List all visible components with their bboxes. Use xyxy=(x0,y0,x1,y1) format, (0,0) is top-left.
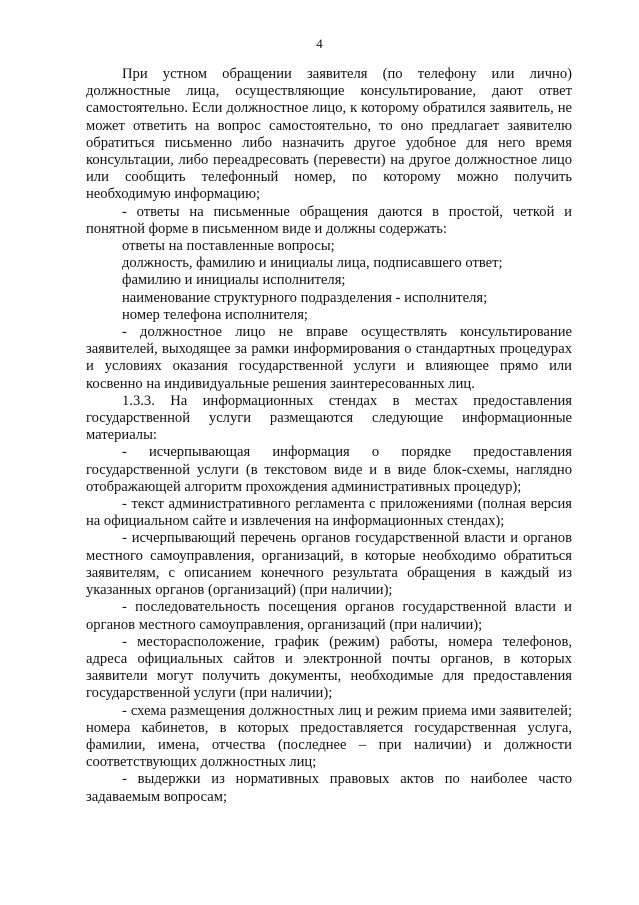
paragraph-visit-sequence: - последовательность посещения органов государственной власти и органов местного самоуправления, организаций (при наличии); xyxy=(86,599,572,633)
paragraph-legal-extracts: - выдержки из нормативных правовых актов по наиболее часто задаваемым вопросам; xyxy=(86,771,572,805)
paragraph-written-answers: - ответы на письменные обращения даются в простой, четкой и понятной форме в письменном виде и должны содержать: xyxy=(86,203,572,237)
page-number: 4 xyxy=(316,36,323,51)
paragraph-regulation-text: - текст административного регламента с приложениями (полная версия на официальном сайте и извлечения на информационных стендах); xyxy=(86,496,572,530)
paragraph-oral-consultation: При устном обращении заявителя (по телефону или лично) должностные лица, осуществляющие консультирование, дают ответ самостоятельно. Если должностное лицо, к которому обратился заявитель, не может ответить на вопрос самостоятельно, то оно предлагает заявителю обратиться письменно либо назначить другое удобное для него время консультации, либо переадресовать (перевести) на другое должностное лицо или сообщить телефонный номер, по которому можно получить необходимую информацию; xyxy=(86,66,572,203)
paragraph-locations-schedule: - месторасположение, график (режим) работы, номера телефонов, адреса официальных сайтов и электронной почты органов, в которых заявители могут получить документы, необходимые для предоставления государственной услуги (при наличии); xyxy=(86,633,572,702)
list-item: наименование структурного подразделения - исполнителя; xyxy=(122,289,488,306)
paragraph-officials-scheme: - схема размещения должностных лиц и режим приема ими заявителей; номера кабинетов, в которых предоставляется государственная услуга, фамилии, имена, отчества (последнее – при наличии) и должности соответствующих должностных лиц; xyxy=(86,702,572,771)
list-item: фамилию и инициалы исполнителя; xyxy=(122,272,346,289)
paragraph-procedure-info: - исчерпывающая информация о порядке предоставления государственной услуги (в текстовом виде и в виде блок-схемы, наглядно отображающей алгоритм прохождения административных процедур); xyxy=(86,444,572,495)
paragraph-authorities-list: - исчерпывающий перечень органов государственной власти и органов местного самоуправления, организаций, в которые необходимо обратиться заявителям, с описанием конечного результата обращения в каждый из указанных органов (организаций) (при наличии); xyxy=(86,530,572,599)
list-item: ответы на поставленные вопросы; xyxy=(122,238,335,255)
paragraph-section-1-3-3: 1.3.3. На информационных стендах в местах предоставления государственной услуги размещаются следующие информационные материалы: xyxy=(86,392,572,444)
document-body xyxy=(86,66,572,806)
list-item: должность, фамилию и инициалы лица, подписавшего ответ; xyxy=(122,255,503,272)
list-item: номер телефона исполнителя; xyxy=(122,306,308,323)
paragraph-consultation-limits: - должностное лицо не вправе осуществлять консультирование заявителей, выходящее за рамки информирования о стандартных процедурах и условиях оказания государственной услуги и влияющее прямо или косвенно на индивидуальные решения заинтересованных лиц. xyxy=(86,324,572,392)
